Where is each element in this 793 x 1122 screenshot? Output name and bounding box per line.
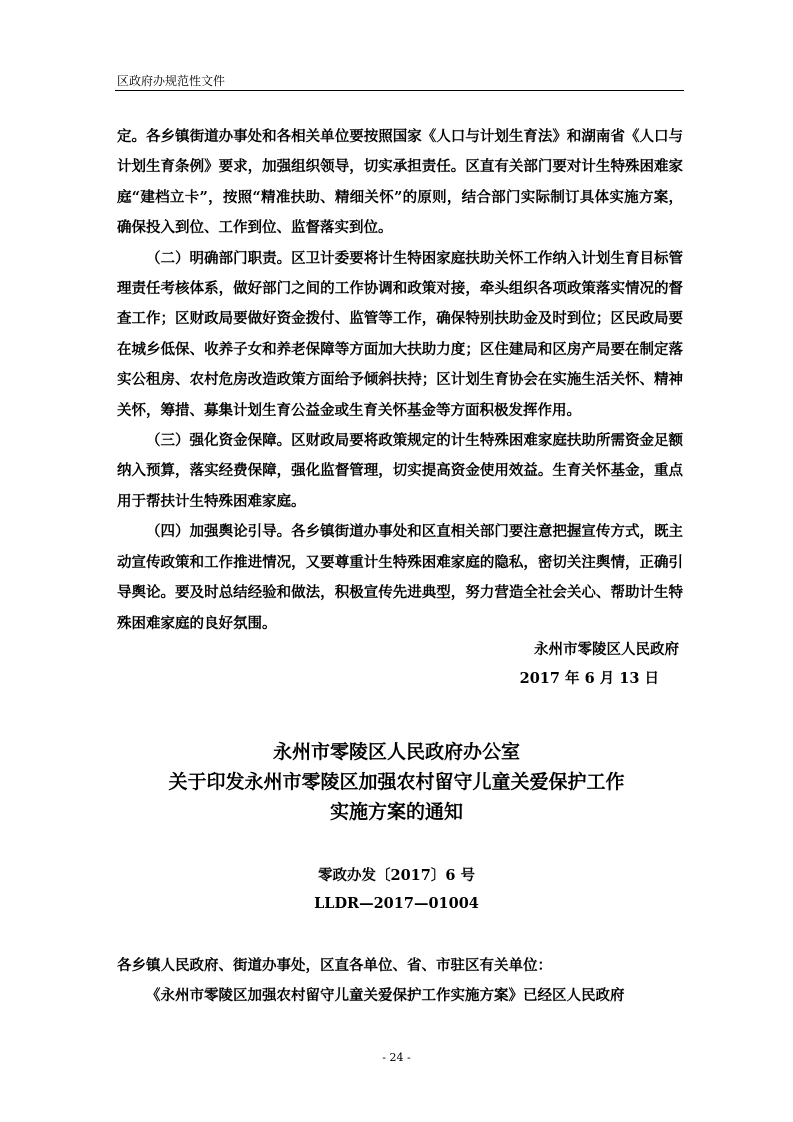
notice-intro-line: 《永州市零陵区加强农村留守儿童关爱保护工作实施方案》已经区人民政府 xyxy=(146,987,625,1004)
signature-organization: 永州市零陵区人民政府 xyxy=(534,641,679,658)
document-body xyxy=(117,122,683,639)
notice-title-line-3: 实施方案的通知 xyxy=(329,801,463,823)
body-paragraph-continuation: 定。各乡镇街道办事处和各相关单位要按照国家《人口与计划生育法》和湖南省《人口与计划生育条例》要求，加强组织领导，切实承担责任。区直有关部门要对计生特殊困难家庭“建档立卡”，按照“精准扶助、精细关怀”的原则，结合部门实际制订具体实施方案，确保投入到位、工作到位、监督落实到位。 xyxy=(117,128,683,237)
header-divider xyxy=(115,90,684,91)
body-paragraph-funding: （三）强化资金保障。区财政局要将政策规定的计生特殊困难家庭扶助所需资金足额纳入预算，落实经费保障，强化监督管理，切实提高资金使用效益。生育关怀基金，重点用于帮扶计生特殊困难家庭。 xyxy=(117,432,683,510)
document-code: LLDR—2017—01004 xyxy=(314,895,479,912)
signature-date: 2017 年 6 月 13 日 xyxy=(519,670,659,687)
notice-title-line-2: 关于印发永州市零陵区加强农村留守儿童关爱保护工作 xyxy=(168,771,625,793)
body-paragraph-publicity: （四）加强舆论引导。各乡镇街道办事处和区直相关部门要注意把握宣传方式，既主动宣传政策和工作推进情况，又要尊重计生特殊困难家庭的隐私，密切关注舆情，正确引导舆论。要及时总结经验和做法，积极宣传先进典型，努力营造全社会关心、帮助计生特殊困难家庭的良好氛围。 xyxy=(117,523,683,632)
page-number: - 24 - xyxy=(382,1051,411,1064)
body-paragraph-department-duties: （二）明确部门职责。区卫计委要将计生特困家庭扶助关怀工作纳入计划生育目标管理责任考核体系，做好部门之间的工作协调和政策对接，牵头组织各项政策落实情况的督查工作；区财政局要做好资金拨付、监管等工作，确保特别扶助金及时到位；区民政局要在城乡低保、收养子女和养老保障等方面加大扶助力度；区住建局和区房产局要在制定落实公租房、农村危房改造政策方面给予倾斜扶持；区计划生育协会在实施生活关怀、精神关怀，筹措、募集计划生育公益金或生育关怀基金等方面积极发挥作用。 xyxy=(117,249,683,419)
document-number: 零政办发〔2017〕6 号 xyxy=(318,867,475,884)
running-header: 区政府办规范性文件 xyxy=(117,74,226,88)
notice-title-line-1: 永州市零陵区人民政府办公室 xyxy=(272,741,520,763)
recipients-line: 各乡镇人民政府、街道办事处，区直各单位、省、市驻区有关单位： xyxy=(117,957,552,974)
